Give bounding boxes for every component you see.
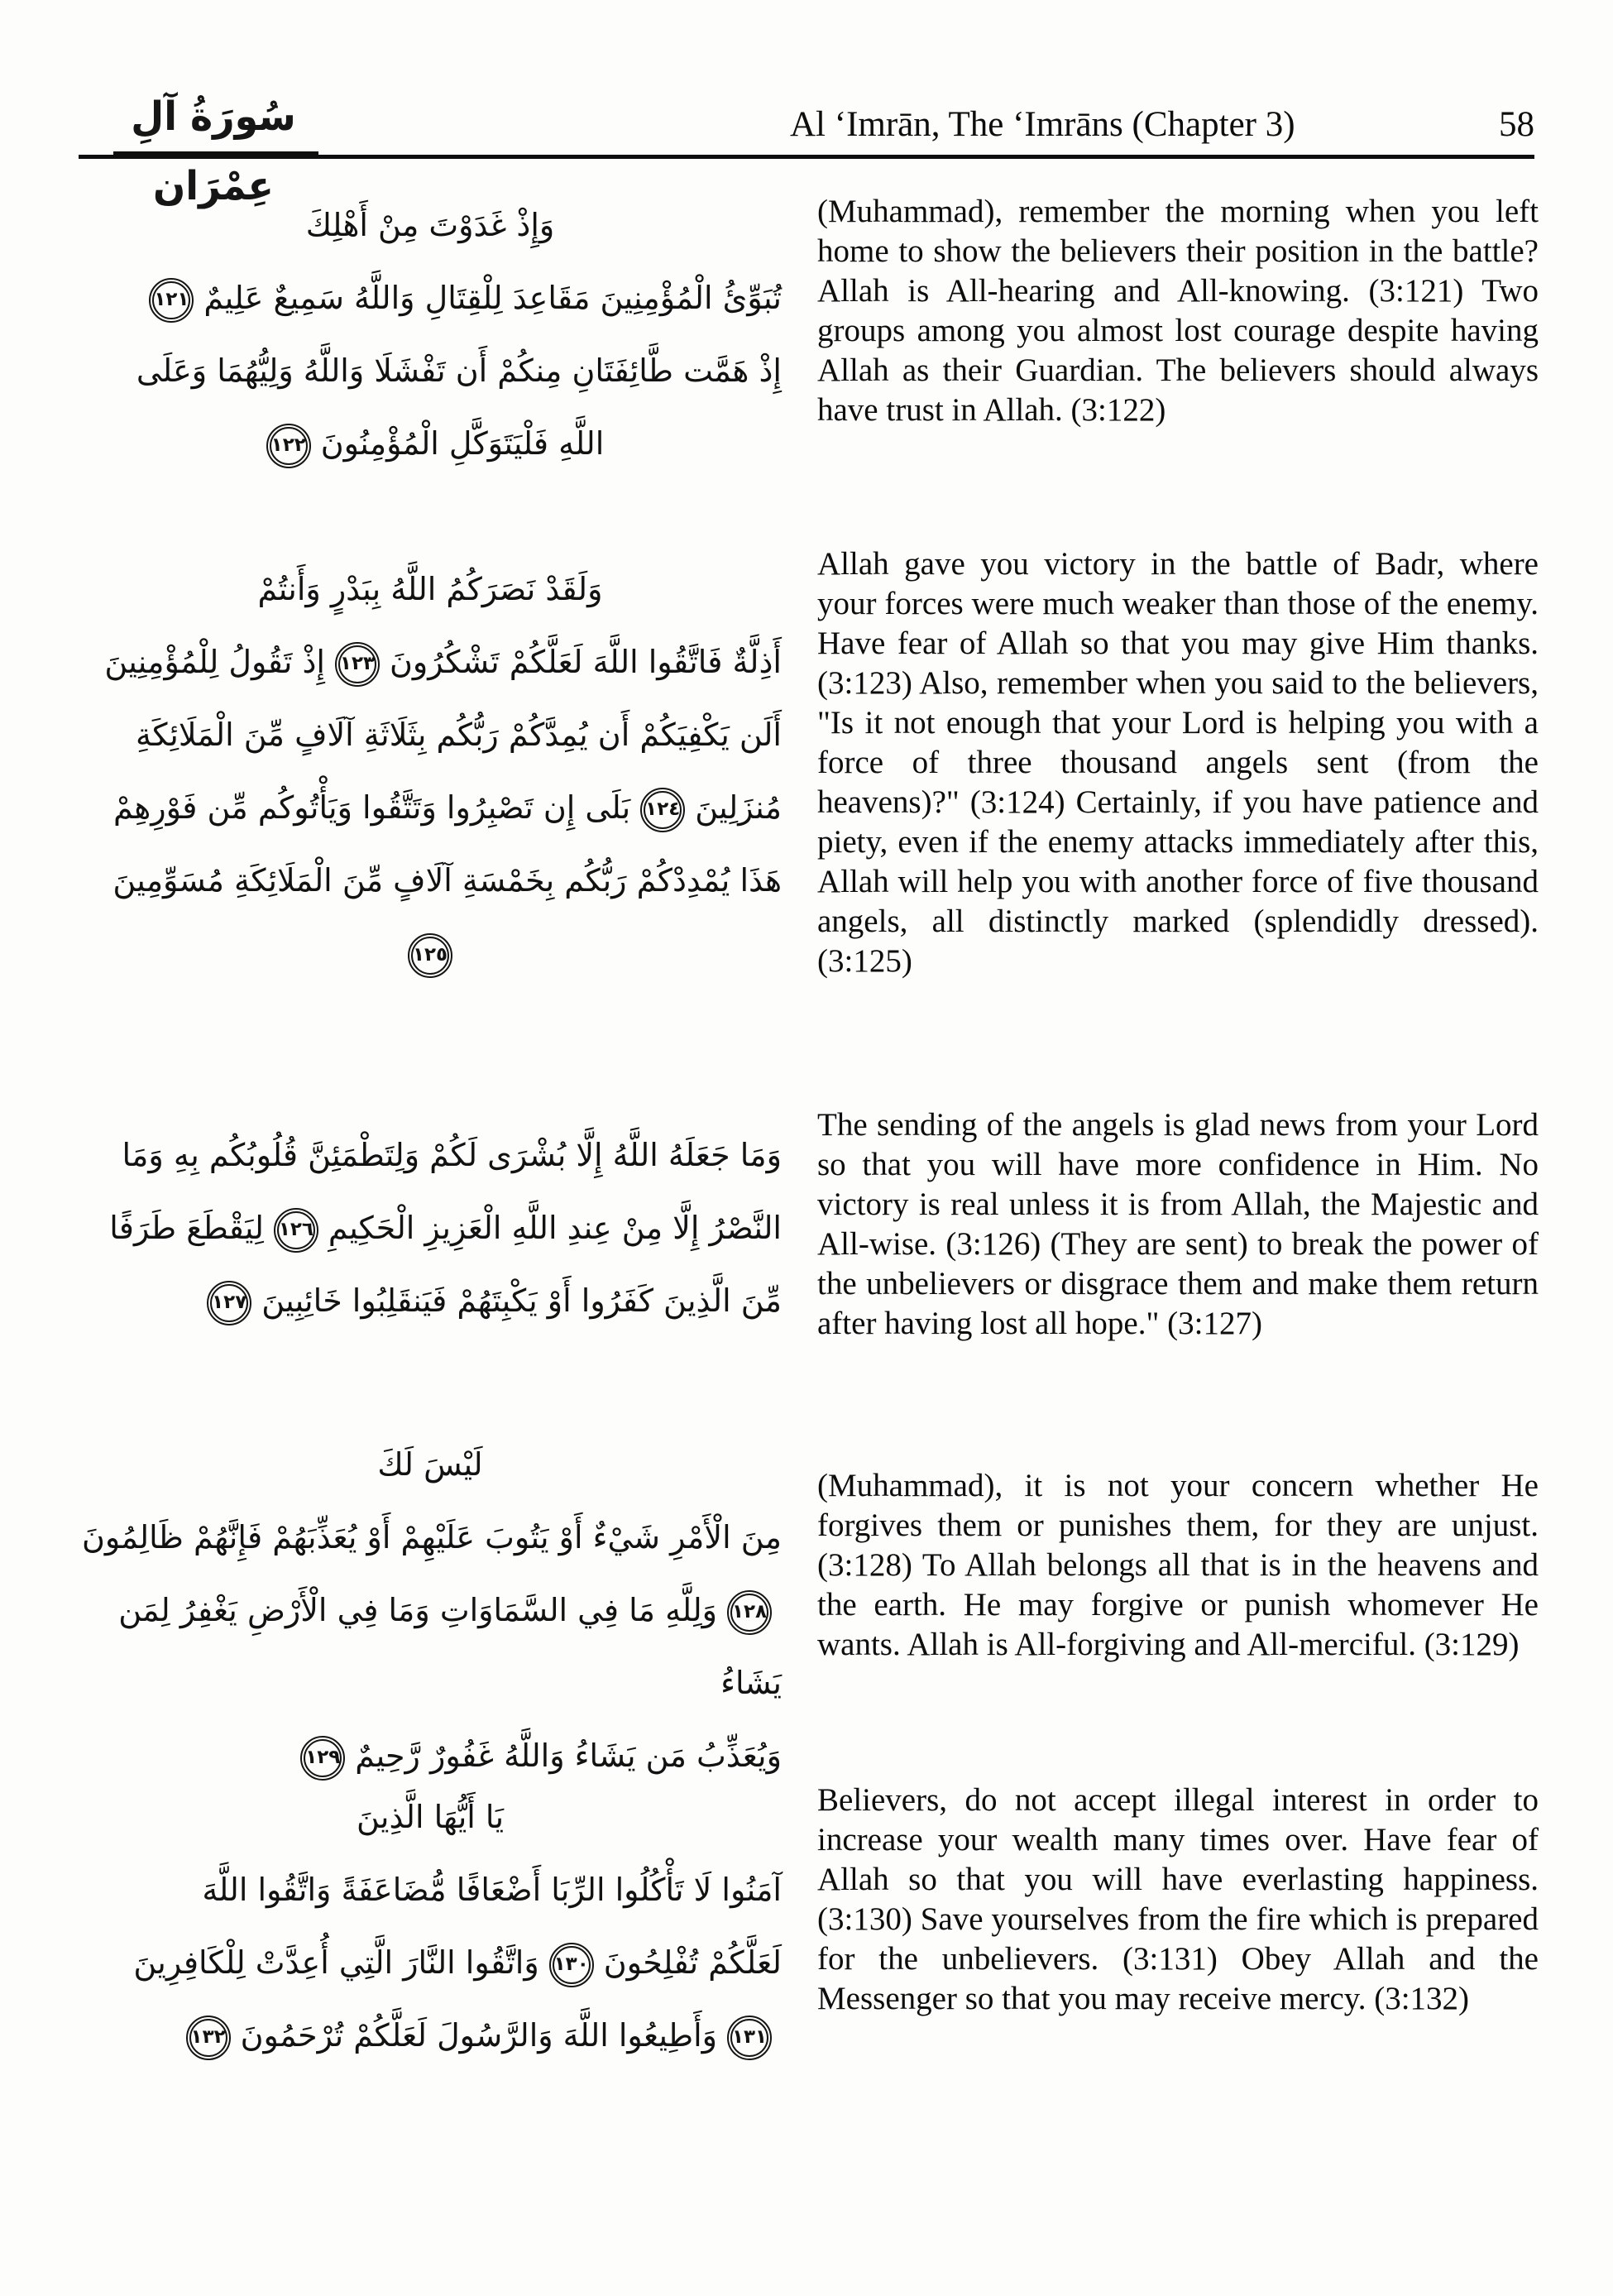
arabic-verse-text: وَمَا جَعَلَهُ اللَّهُ إِلَّا بُشْرَى لَكُمْ وَلِتَطْمَئِنَّ قُلُوبُكُم بِهِ وَمَا xyxy=(122,1137,782,1173)
arabic-verse-text: وَاتَّقُوا النَّارَ الَّتِي أُعِدَّتْ لِلْكَافِرِينَ xyxy=(133,1944,539,1981)
surah-title-calligraphy: سُورَةُ آلِ عِمْرَان xyxy=(131,92,296,209)
arabic-verse-text: إِذْ هَمَّت طَّائِفَتَانِ مِنكُمْ أَن تَفْشَلَا وَاللَّهُ وَلِيُّهُمَا وَعَلَى xyxy=(136,352,782,389)
ayah-marker-122: ١٢٢ xyxy=(266,424,311,468)
arabic-verse-text: أَذِلَّةٌ فَاتَّقُوا اللَّهَ لَعَلَّكُمْ تَشْكُرُونَ xyxy=(389,644,782,680)
arabic-line xyxy=(79,1574,782,1719)
ayah-marker-132: ١٣٢ xyxy=(186,2016,231,2060)
translation-paragraph-121-122: (Muhammad), remember the morning when you left home to show the believers their position in the battle? Allah is All-hearing and All-knowing. (3:121) Two groups among you almost lost courage despite having Allah as their Guardian. The believers should always have trust in Allah. (3:122) xyxy=(817,194,1539,428)
arabic-verse-block-130-132 xyxy=(79,1781,782,2072)
arabic-line xyxy=(79,844,782,917)
arabic-line xyxy=(79,626,782,698)
translation-paragraph-128-129: (Muhammad), it is not your concern whether He forgives them or punishes them, for they are unjust. (3:128) To Allah belongs all that is in the heavens and the earth. He may forgive or punish whomever He wants. Allah is All-forgiving and All-merciful. (3:129) xyxy=(817,1468,1539,1662)
arabic-verse-text: مُنزَلِينَ xyxy=(695,789,782,826)
arabic-verse-block-126-127 xyxy=(79,1119,782,1337)
arabic-verse-block-128-129 xyxy=(79,1428,782,1792)
translation-paragraph-130-132: Believers, do not accept illegal interest in order to increase your wealth many times over. Have fear of Allah so that you will have everlasting happiness. (3:130) Save yourselves from the fire which is prepared for the unbelievers. (3:131) Obey Allah and the Messenger so that you may receive mercy. (3:132) xyxy=(817,1782,1539,2016)
arabic-line xyxy=(79,1191,782,1264)
arabic-line xyxy=(79,189,782,261)
arabic-line xyxy=(79,1501,782,1574)
arabic-line xyxy=(79,407,782,480)
arabic-line xyxy=(79,1119,782,1191)
translation-paragraph-123-125: Allah gave you victory in the battle of Badr, where your forces were much weaker than those of the enemy. Have fear of Allah so that you may give Him thanks. (3:123) Also, remember when you said to the believers, "Is it not enough that your Lord is helping you with a force of three thousand angels sent (from the heavens)?" (3:124) Certainly, if you have patience and piety, even if the enemy attacks immediately after this, Allah will help you with another force of five thousand angels, all distinctly marked (splendidly dressed). (3:125) xyxy=(817,546,1539,979)
arabic-verse-text: يَا أَيُّهَا الَّذِينَ xyxy=(356,1799,505,1835)
ayah-marker-124: ١٢٤ xyxy=(640,788,685,832)
arabic-line xyxy=(79,1999,782,2072)
arabic-line xyxy=(79,553,782,626)
arabic-verse-text: مِنَ الْأَمْرِ شَيْءٌ أَوْ يَتُوبَ عَلَيْهِمْ أَوْ يُعَذِّبَهُمْ فَإِنَّهُمْ ظَالِمُونَ xyxy=(82,1519,782,1555)
translation-paragraph-126-127: The sending of the angels is glad news from your Lord so that you will have more confidence in Him. No victory is real unless it is from Allah, the Majestic and All-wise. (3:126) (They are sent) to break the power of the unbelievers or disgrace them and make them return after having lost all hope." (3:127) xyxy=(817,1107,1539,1341)
arabic-line xyxy=(79,698,782,771)
ayah-marker-127: ١٢٧ xyxy=(207,1281,251,1325)
ayah-marker-123: ١٢٣ xyxy=(335,642,380,687)
arabic-line xyxy=(79,1264,782,1337)
ayah-marker-129: ١٢٩ xyxy=(300,1736,345,1781)
arabic-verse-text: وَيُعَذِّبُ مَن يَشَاءُ وَاللَّهُ غَفُورٌ رَّحِيمٌ xyxy=(355,1738,782,1774)
arabic-line xyxy=(79,1428,782,1501)
arabic-verse-text: وَلِلَّهِ مَا فِي السَّمَاوَاتِ وَمَا فِي الْأَرْضِ يَغْفِرُ لِمَن يَشَاءُ xyxy=(118,1592,782,1701)
arabic-verse-text: وَإِذْ غَدَوْتَ مِنْ أَهْلِكَ xyxy=(305,207,555,243)
arabic-verse-text: آمَنُوا لَا تَأْكُلُوا الرِّبَا أَضْعَافًا مُّضَاعَفَةً وَاتَّقُوا اللَّهَ xyxy=(202,1872,782,1908)
arabic-verse-text: النَّصْرُ إِلَّا مِنْ عِندِ اللَّهِ الْعَزِيزِ الْحَكِيمِ xyxy=(328,1210,782,1246)
arabic-verse-text: هَذَا يُمْدِدْكُمْ رَبُّكُم بِخَمْسَةِ آلَافٍ مِّنَ الْمَلَائِكَةِ مُسَوِّمِينَ xyxy=(112,862,782,899)
arabic-verse-text: مِّنَ الَّذِينَ كَفَرُوا أَوْ يَكْبِتَهُمْ فَيَنقَلِبُوا خَائِبِينَ xyxy=(261,1282,782,1319)
arabic-verse-block-123-125 xyxy=(79,553,782,990)
ayah-marker-128: ١٢٨ xyxy=(727,1590,772,1635)
arabic-line xyxy=(79,1853,782,1926)
arabic-verse-text: لِيَقْطَعَ طَرَفًا xyxy=(109,1210,264,1246)
arabic-verse-text: تُبَوِّئُ الْمُؤْمِنِينَ مَقَاعِدَ لِلْقِتَالِ وَاللَّهُ سَمِيعٌ عَلِيمٌ xyxy=(203,280,782,316)
arabic-verse-text: اللَّهِ فَلْيَتَوَكَّلِ الْمُؤْمِنُونَ xyxy=(320,425,605,462)
page-number: 58 xyxy=(1499,105,1534,144)
arabic-verse-text: لَيْسَ لَكَ xyxy=(377,1446,483,1483)
chapter-title: Al ‘Imrān, The ‘Imrāns (Chapter 3) xyxy=(790,105,1295,144)
arabic-verse-text: أَلَن يَكْفِيَكُمْ أَن يُمِدَّكُمْ رَبُّكُم بِثَلَاثَةِ آلَافٍ مِّنَ الْمَلَائِكَةِ xyxy=(135,717,782,753)
arabic-verse-text: وَلَقَدْ نَصَرَكُمُ اللَّهُ بِبَدْرٍ وَأَنتُمْ xyxy=(257,571,603,607)
arabic-line xyxy=(79,334,782,407)
arabic-line xyxy=(79,771,782,844)
arabic-verse-text: إِذْ تَقُولُ لِلْمُؤْمِنِينَ xyxy=(104,644,325,680)
arabic-verse-block-121-122 xyxy=(79,189,782,480)
ayah-marker-126: ١٢٦ xyxy=(274,1208,318,1253)
arabic-line xyxy=(79,1926,782,1999)
arabic-line xyxy=(79,261,782,334)
arabic-line xyxy=(79,917,782,990)
arabic-verse-text: بَلَى إِن تَصْبِرُوا وَتَتَّقُوا وَيَأْتُوكُم مِّن فَوْرِهِمْ xyxy=(112,789,631,826)
arabic-verse-text: وَأَطِيعُوا اللَّهَ وَالرَّسُولَ لَعَلَّكُمْ تُرْحَمُونَ xyxy=(240,2017,717,2054)
arabic-line xyxy=(79,1781,782,1853)
header-rule xyxy=(79,155,1534,159)
ayah-marker-125: ١٢٥ xyxy=(408,933,452,978)
arabic-verse-text: لَعَلَّكُمْ تُفْلِحُونَ xyxy=(603,1944,782,1981)
ayah-marker-121: ١٢١ xyxy=(149,278,194,323)
ayah-marker-130: ١٣٠ xyxy=(549,1943,594,1987)
ayah-marker-131: ١٣١ xyxy=(727,2016,772,2060)
